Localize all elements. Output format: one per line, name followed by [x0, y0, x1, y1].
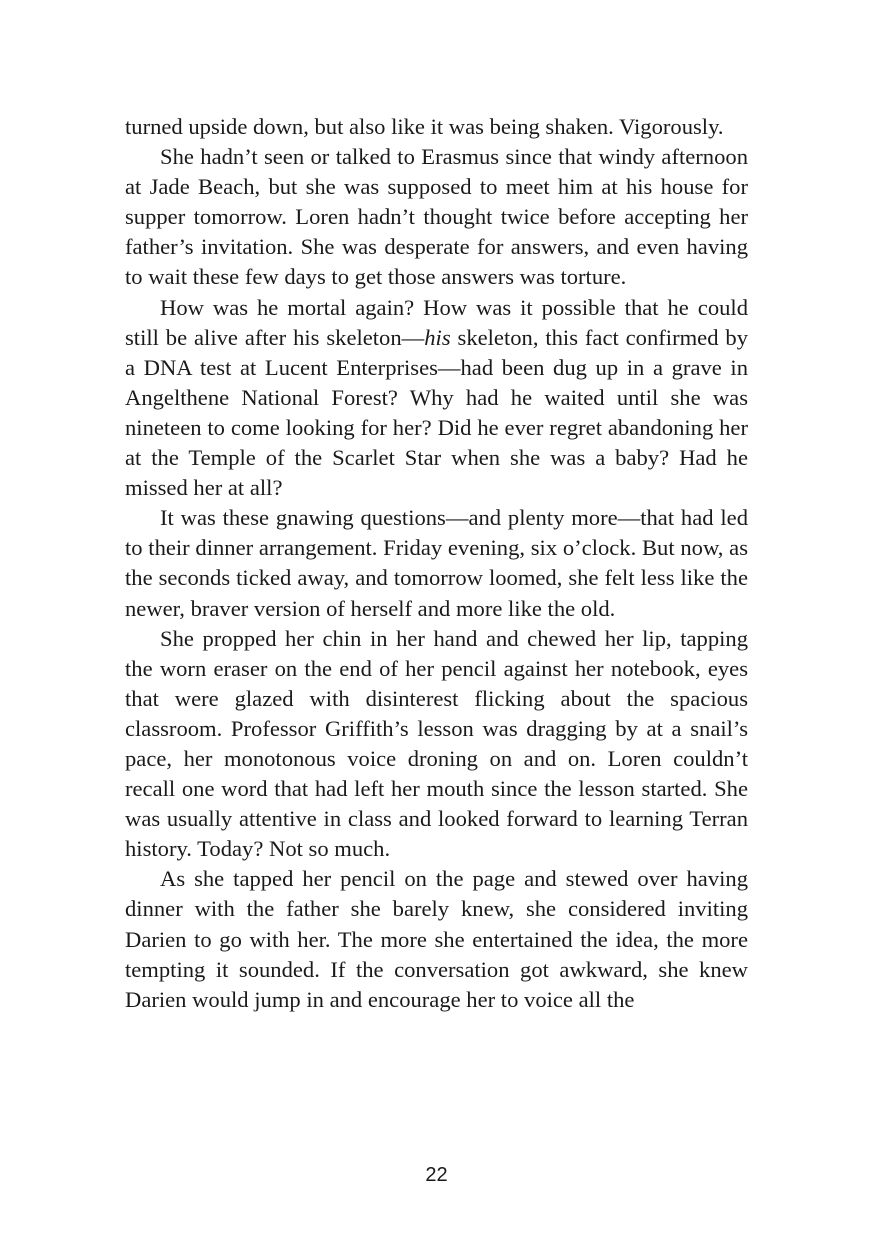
emphasized-text: his	[424, 324, 451, 350]
text-segment: She hadn’t seen or talked to Erasmus since that windy afternoon at Jade Beach, but she was supposed to meet him at his house for supper tomorrow. Loren hadn’t thought twice before accepting her father’s invitation. She was desperate for answers, and even having to wait these few days to get those answers was torture.	[125, 144, 748, 290]
paragraph	[125, 112, 748, 142]
text-segment: She propped her chin in her hand and chewed her lip, tapping the worn eraser on the end of her pencil against her notebook, eyes that were glazed with disinterest flicking about the spacious classroom. Professor Griffith’s lesson was dragging by at a snail’s pace, her monotonous voice droning on and on. Loren couldn’t recall one word that had left her mouth since the lesson started. She was usually attentive in class and looked forward to learning Terran history. Today? Not so much.	[125, 625, 748, 862]
paragraph	[125, 864, 748, 1014]
paragraph	[125, 503, 748, 623]
paragraph	[125, 142, 748, 292]
text-segment: As she tapped her pencil on the page and stewed over having dinner with the father she barely knew, she considered inviting Darien to go with her. The more she entertained the idea, the more tempting it sounded. If the conversation got awkward, she knew Darien would jump in and encourage her to voice all the	[125, 866, 748, 1012]
body-text	[125, 112, 748, 1015]
paragraph	[125, 293, 748, 504]
text-segment: turned upside down, but also like it was being shaken. Vigorously.	[125, 114, 724, 139]
page-number: 22	[425, 1164, 448, 1186]
text-segment: How was he mortal again? How was it possible that he could still be alive after his skeleton—	[125, 294, 748, 350]
text-segment: It was these gnawing questions—and plenty more—that had led to their dinner arrangement. Friday evening, six o’clock. But now, as the seconds ticked away, and tomorrow loomed, she felt less like the newer, braver version of herself and more like the old.	[125, 505, 748, 621]
paragraph	[125, 624, 748, 865]
text-segment: skeleton, this fact confirmed by a DNA test at Lucent Enterprises—had been dug up in a grave in Angelthene National Forest? Why had he waited until she was nineteen to come looking for her? Did he ever regret abandoning her at the Temple of the Scarlet Star when she was a baby? Had he missed her at all?	[125, 324, 748, 501]
